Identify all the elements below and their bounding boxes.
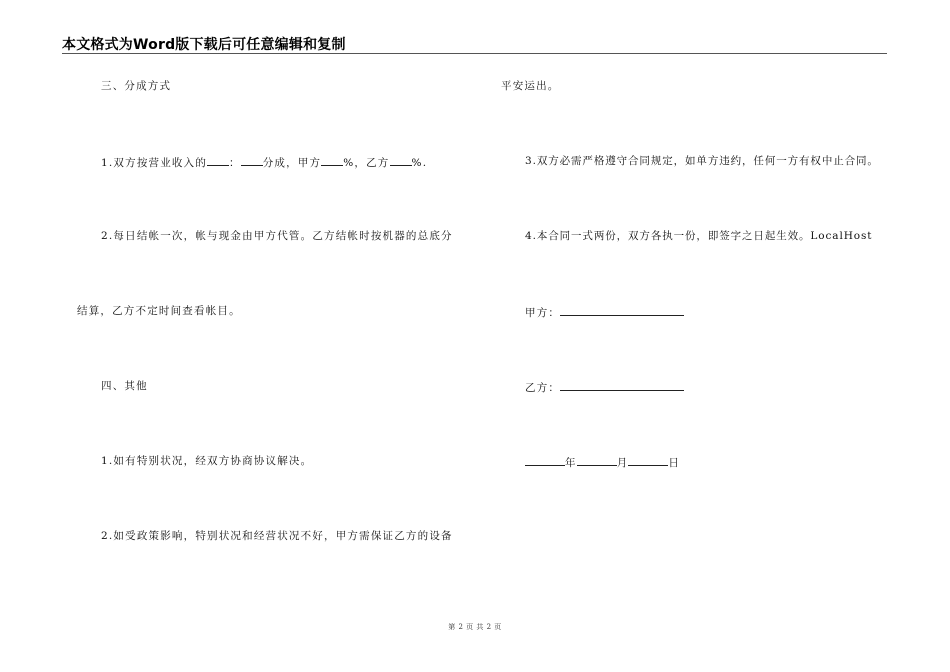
page-header [62, 34, 887, 54]
section-3-heading: 三、分成方式 [101, 80, 172, 92]
party-b-signature [525, 379, 684, 395]
blank-field[interactable] [321, 154, 343, 166]
clause-4-2-continuation: 平安运出。 [501, 80, 560, 92]
month-label: 月 [616, 457, 629, 469]
clause-3-1-text-a: 1.双方按营业收入的 [101, 157, 208, 169]
clause-3-1-text-d: %，乙方 [343, 157, 390, 169]
clause-4-1: 1.如有特别状况，经双方协商协议解决。 [101, 455, 313, 467]
party-b-signature-field[interactable] [560, 379, 684, 391]
day-field[interactable] [628, 454, 668, 466]
blank-field[interactable] [390, 154, 412, 166]
party-a-signature [525, 304, 684, 320]
clause-3-1-text-b: ： [229, 157, 241, 169]
header-divider [62, 53, 887, 54]
party-a-signature-field[interactable] [560, 304, 684, 316]
day-label: 日 [668, 457, 681, 469]
month-field[interactable] [577, 454, 617, 466]
signing-date [525, 454, 680, 470]
section-4-heading: 四、其他 [101, 380, 148, 392]
year-label: 年 [565, 457, 577, 469]
clause-4-3: 3.双方必需严格遵守合同规定，如单方违约，任何一方有权中止合同。 [525, 155, 879, 167]
clause-3-2-line-2: 结算，乙方不定时间查看帐目。 [77, 305, 241, 317]
party-a-label: 甲方： [525, 307, 561, 319]
clause-4-4: 4.本合同一式两份，双方各执一份，即签字之日起生效。LocalHost [525, 230, 873, 242]
year-field[interactable] [525, 454, 565, 466]
party-b-label: 乙方： [525, 382, 561, 394]
clause-3-1 [101, 154, 427, 170]
blank-field[interactable] [241, 154, 263, 166]
clause-3-2-line-1: 2.每日结帐一次，帐与现金由甲方代管。乙方结帐时按机器的总底分 [101, 230, 453, 242]
clause-3-1-text-c: 分成，甲方 [262, 157, 322, 169]
document-title: 本文格式为Word版下载后可任意编辑和复制 [62, 37, 346, 53]
blank-field[interactable] [207, 154, 229, 166]
clause-4-2: 2.如受政策影响，特别状况和经营状况不好，甲方需保证乙方的设备 [101, 530, 453, 542]
page-number: 第 2 页 共 2 页 [448, 623, 502, 631]
clause-3-1-text-e: %. [411, 157, 428, 169]
